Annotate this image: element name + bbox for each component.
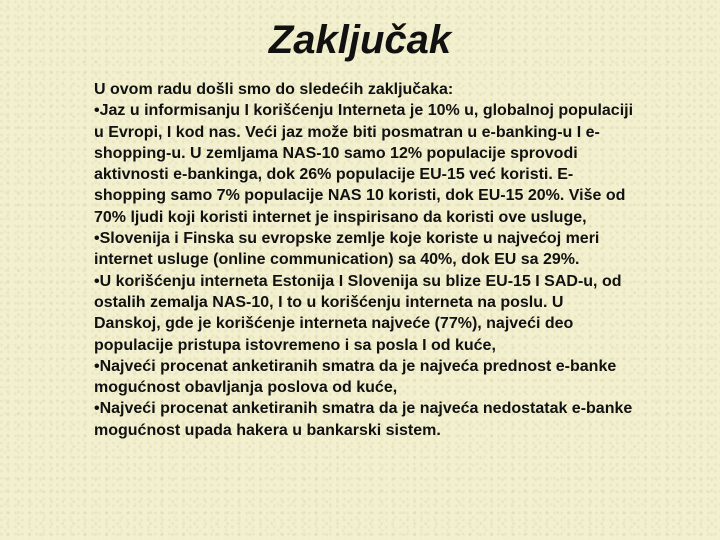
slide-body: [94, 79, 634, 441]
intro-text: U ovom radu došli smo do sledećih zaključaka:: [94, 81, 454, 98]
bullet-slovenia-finland: •Slovenija i Finska su evropske zemlje koje koriste u najvećoj meri internet usluge (online communication) sa 40%, dok EU sa 29%.: [94, 230, 600, 269]
bullet-ebank-advantage: •Najveći procenat anketiranih smatra da je najveća prednost e-banke mogućnost obavljanja poslova od kuće,: [94, 357, 617, 397]
bullet-internet-gap: •Jaz u informisanju I korišćenju Interneta je 10% u, globalnoj populaciji u Evropi, I kod nas. Veći jaz može biti posmatran u e-banking-u I e-shopping-u. U zemljama NAS-10 samo 12% populacije sprovodi aktivnosti e-bankinga, dok 26% populacije EU-15 već koristi. E-shopping samo 7% populacije NAS 10 koristi, dok EU-15 20%. Više od 70% ljudi koji koristi internet je inspirisano da koristi ove usluge,: [94, 102, 634, 226]
bullet-estonia-slovenia: •U korišćenju interneta Estonija I Slovenija su blize EU-15 I SAD-u, od ostalih zemalja NAS-10, I to u korišćenju interneta na poslu. U Danskoj, gde je korišćenje interneta najveće (77%), najveći deo populacije pristupa istovremeno i sa posla I od kuće,: [94, 272, 622, 354]
slide-title: Zaključak: [268, 18, 452, 62]
bullet-ebank-disadvantage: •Najveći procenat anketiranih smatra da je najveća nedostatak e-banke mogućnost upada hakera u bankarski sistem.: [94, 400, 633, 439]
